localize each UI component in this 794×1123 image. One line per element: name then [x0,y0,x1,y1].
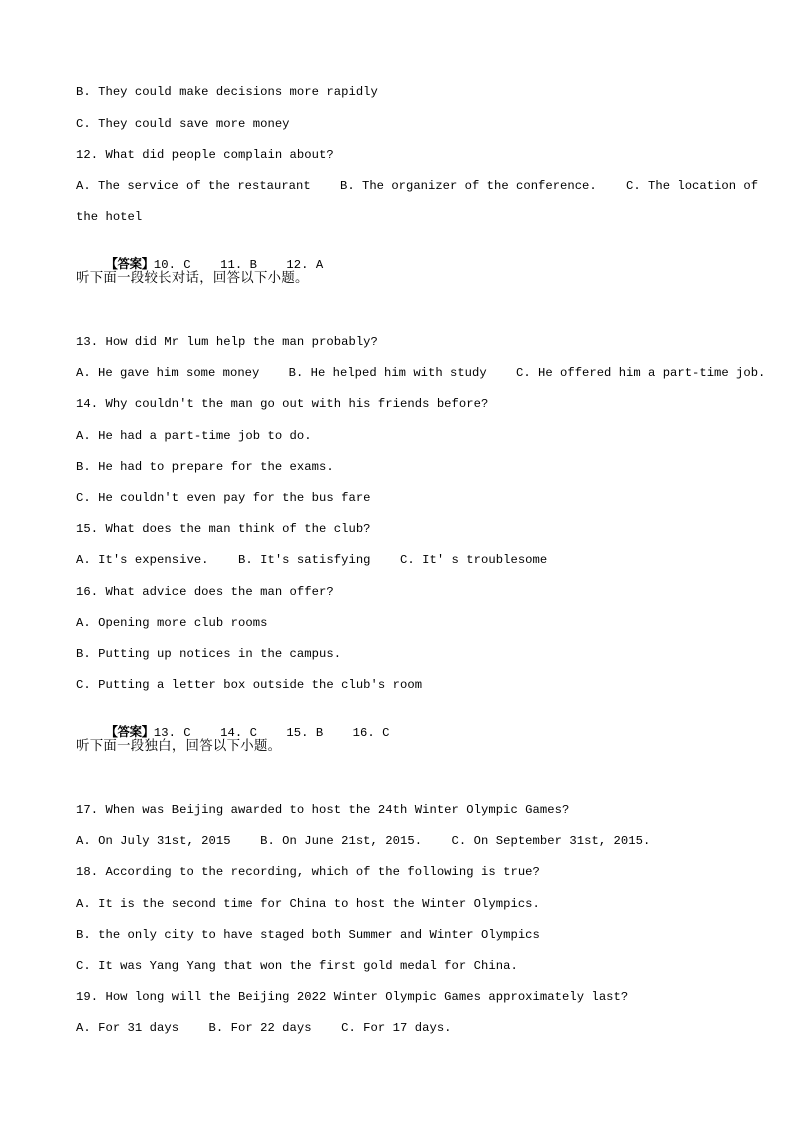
answer-label: 【答案】 [105,724,154,739]
answer-label: 【答案】 [105,256,154,271]
option-14b: B. He had to prepare for the exams. [76,460,334,474]
option-16c: C. Putting a letter box outside the club's room [76,678,423,692]
question-16: 16. What advice does the man offer? [76,585,334,599]
option-16b: B. Putting up notices in the campus. [76,647,342,661]
answer-values: 10. C 11. B 12. A [153,258,324,272]
option-14c: C. He couldn't even pay for the bus fare [76,491,371,505]
option-18a: A. It is the second time for China to host the Winter Olympics. [76,897,540,911]
option-18b: B. the only city to have staged both Summer and Winter Olympics [76,928,540,942]
answer-values: 13. C 14. C 15. B 16. C [153,726,390,740]
question-18: 18. According to the recording, which of the following is true? [76,865,540,879]
option-11c: C. They could save more money [76,117,290,131]
options-12-continued: the hotel [76,210,143,224]
option-18c: C. It was Yang Yang that won the first gold medal for China. [76,959,518,973]
options-12: A. The service of the restaurant B. The organizer of the conference. C. The location of [76,179,759,193]
section-instruction-dialogue: 听下面一段较长对话，回答以下小题。 [76,271,309,286]
question-12: 12. What did people complain about? [76,148,334,162]
options-15: A. It's expensive. B. It's satisfying C. It' s troublesome [76,553,548,567]
option-16a: A. Opening more club rooms [76,616,268,630]
options-13: A. He gave him some money B. He helped him with study C. He offered him a part-time job. [76,366,766,380]
question-19: 19. How long will the Beijing 2022 Winter Olympic Games approximately last? [76,990,629,1004]
options-17: A. On July 31st, 2015 B. On June 21st, 2015. C. On September 31st, 2015. [76,834,651,848]
question-14: 14. Why couldn't the man go out with his friends before? [76,397,489,411]
options-19: A. For 31 days B. For 22 days C. For 17 days. [76,1021,452,1035]
section-instruction-monologue: 听下面一段独白，回答以下小题。 [76,739,282,754]
option-14a: A. He had a part-time job to do. [76,429,312,443]
question-15: 15. What does the man think of the club? [76,522,371,536]
question-17: 17. When was Beijing awarded to host the 24th Winter Olympic Games? [76,803,570,817]
question-13: 13. How did Mr lum help the man probably? [76,335,378,349]
option-11b: B. They could make decisions more rapidly [76,85,378,99]
